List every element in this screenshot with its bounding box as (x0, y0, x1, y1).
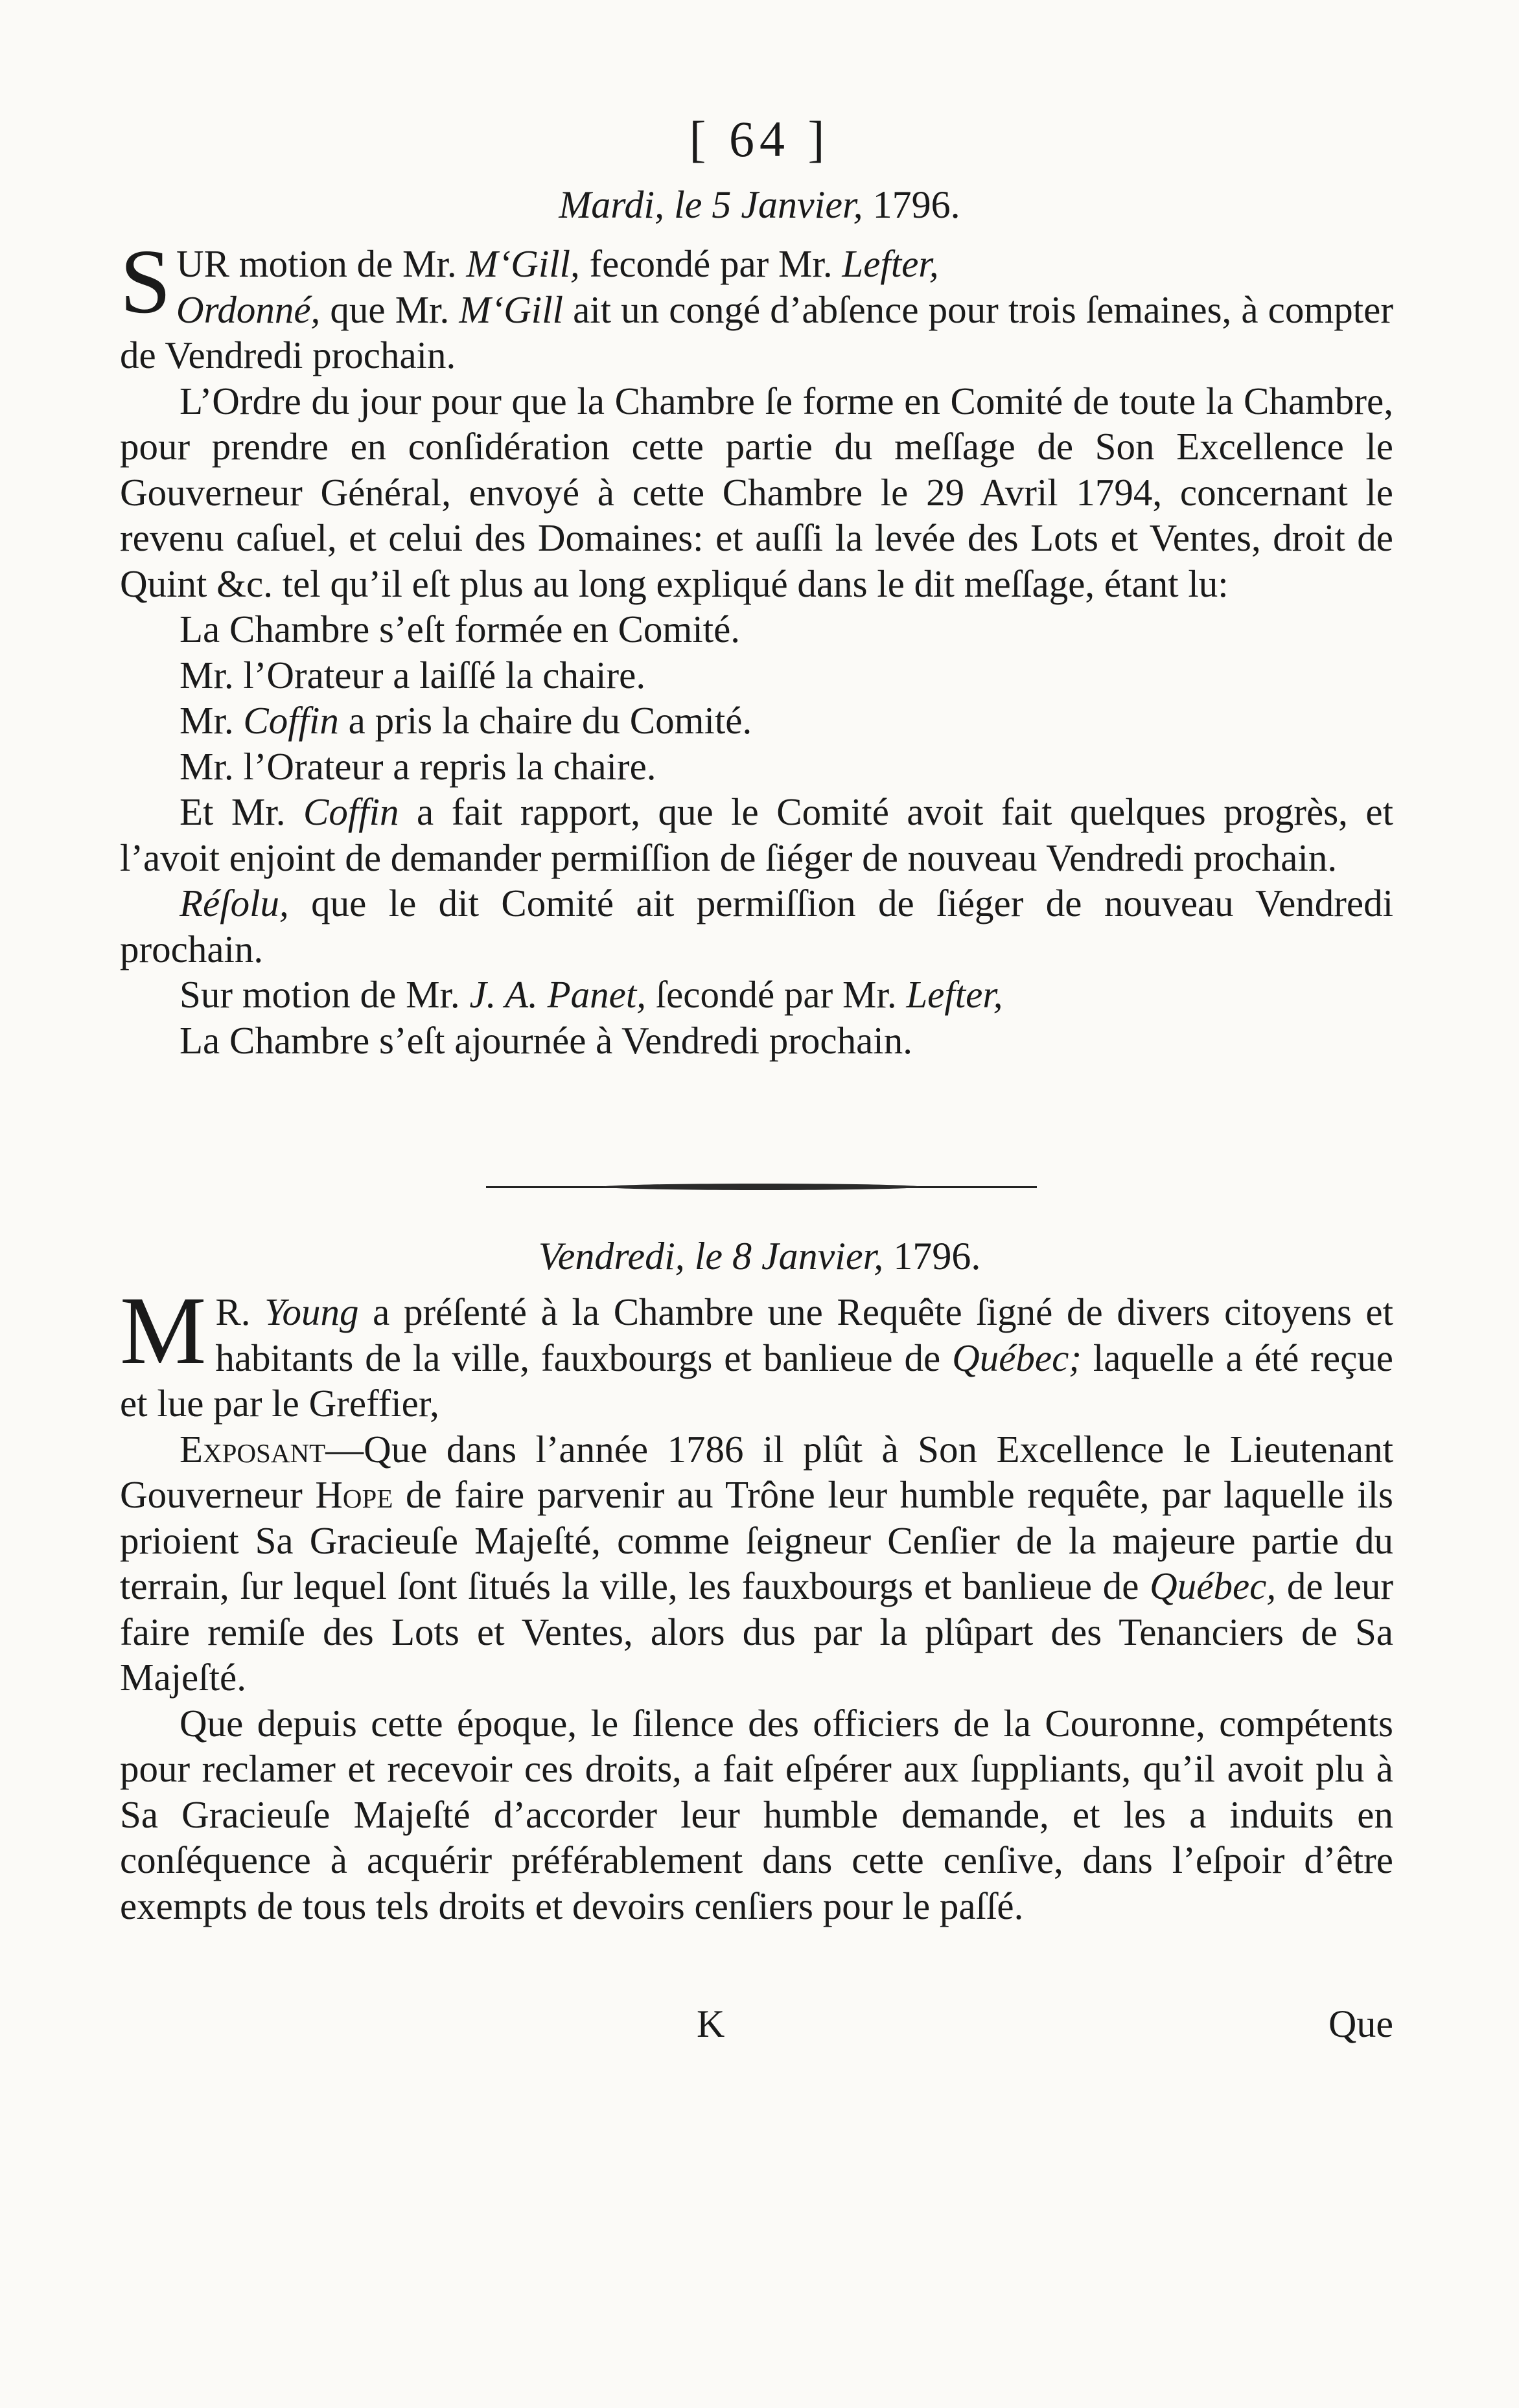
paragraph-chair-taken: Mr. Coffin a pris la chaire du Comité. (180, 699, 752, 742)
member-name: J. A. Panet, (469, 973, 646, 1016)
member-name: Lefter, (906, 973, 1003, 1016)
date-month: Janvier, (741, 183, 863, 226)
session-date-1 (0, 183, 1519, 227)
place-name: Québec; (952, 1336, 1082, 1379)
date-year: 1796. (872, 183, 960, 226)
drop-cap: S (120, 230, 171, 332)
paragraph-adjourn-motion: Sur motion de Mr. J. A. Panet, ſecondé par Mr. Lefter, (180, 973, 1003, 1016)
member-name: M‘Gill, (466, 242, 580, 285)
date-year: 1796. (893, 1235, 981, 1278)
section-2-body (120, 1277, 1393, 1929)
paragraph-speaker-resumed: Mr. l’Orateur a repris la chaire. (180, 744, 656, 788)
member-name: Young (264, 1290, 359, 1333)
paragraph-committee-formed: La Chambre s’eſt formée en Comité. (180, 608, 741, 650)
paragraph-que-depuis: Que depuis cette époque, le ſilence des officiers de la Couronne, compétents pour reclamer et recevoir ces droits, a fait eſpérer aux ſuppliants, qu’il avoit plu à Sa Gracieuſe Majeſté d’accorder leur humble demande, et les a induits en conſéquence à acquérir préférablement dans cette cenſive, dans l’eſpoir d’être exempts de tous tels droits et devoirs cenſiers pour le paſſé. (120, 1701, 1393, 1927)
paragraph-leave-motion: SUR motion de Mr. M‘Gill, fecondé par Mr. Lefter, Ordonné, que Mr. M‘Gill ait un congé d’abſence pour trois ſemaines, à compter de Vendredi prochain. (120, 230, 1393, 376)
paragraph-committee-report: Et Mr. Coffin a fait rapport, que le Comité avoit fait quelques progrès, et l’avoit enjoint de demander permiſſion de ſiéger de nouveau Vendredi prochain. (120, 790, 1393, 879)
session-date-2 (0, 1234, 1519, 1279)
place-name: Québec, (1150, 1565, 1277, 1607)
section-divider (486, 1184, 1037, 1190)
catchword: Que (1328, 2002, 1393, 2045)
date-day: Mardi, le 5 (559, 183, 732, 226)
date-day: Vendredi, le 8 (538, 1235, 752, 1278)
paragraph-adjourned: La Chambre s’eſt ajournée à Vendredi prochain. (180, 1018, 912, 1062)
paragraph-resolution: Réſolu, que le dit Comité ait permiſſion de ſiéger de nouveau Vendredi prochain. (120, 882, 1393, 970)
drop-cap: M (120, 1277, 207, 1384)
date-month: Janvier, (761, 1235, 884, 1278)
section-1-body (120, 230, 1393, 1063)
signature-mark: K (697, 2002, 725, 2045)
person-name: Hope (315, 1473, 393, 1516)
member-name: Lefter, (842, 242, 939, 285)
paragraph-speaker-left: Mr. l’Orateur a laiſſé la chaire. (180, 653, 646, 696)
paragraph-order-of-day: L’Ordre du jour pour que la Chambre ſe forme en Comité de toute la Chambre, pour prendre en conſidération cette partie du meſſage de Son Excellence le Gouverneur Général, envoyé à cette Chambre le 29 Avril 1794, concernant le revenu caſuel, et celui des Domaines: et auſſi la levée des Lots et Ventes, droit de Quint &c. tel qu’il eſt plus au long expliqué dans le dit meſſage, étant lu: (120, 379, 1393, 605)
member-name: Coffin (243, 699, 339, 742)
page-number: [ 64 ] (689, 111, 830, 167)
paragraph-petition-presented: M R. Young a préſenté à la Chambre une Requête ſigné de divers citoyens et habitants de la ville, fauxbourgs et banlieue de Québec; laquelle a été reçue et lue par le Greffier, (120, 1277, 1393, 1425)
paragraph-exposant: Exposant—Que dans l’année 1786 il plût à Son Excellence le Lieutenant Gouverneur Hope de faire parvenir au Trône leur humble requête, par laquelle ils prioient Sa Gracieuſe Majeſté, comme ſeigneur Cenſier de la majeure partie du terrain, ſur lequel ſont ſitués la ville, les fauxbourgs et banlieue de Québec, de leur faire remiſe des Lots et Ventes, alors dus par la plûpart des Tenanciers de Sa Majeſté. (120, 1427, 1393, 1699)
member-name: Coffin (303, 790, 399, 833)
member-name: M‘Gill (459, 288, 563, 331)
